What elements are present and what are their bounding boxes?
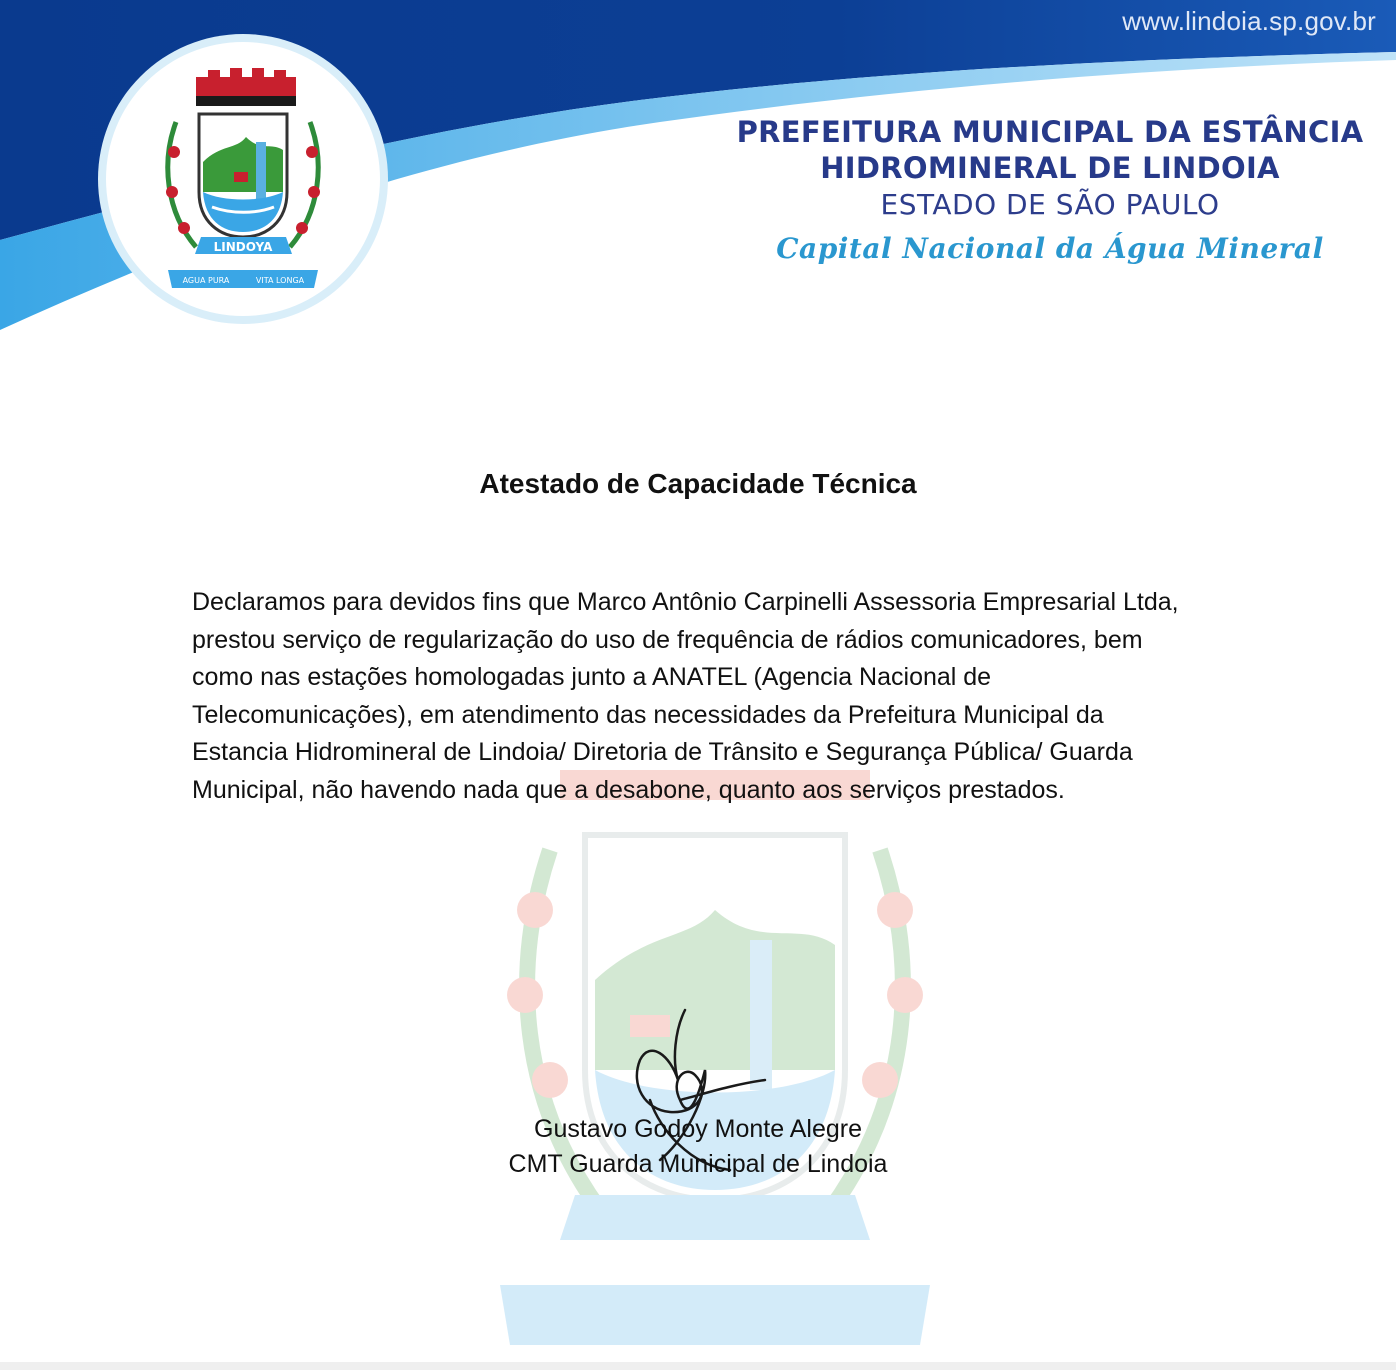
org-name-line2: HIDROMINERAL DE LINDOIA [820, 151, 1280, 185]
document-title: Atestado de Capacidade Técnica [479, 468, 917, 499]
signer-block [0, 1112, 1396, 1182]
page-bottom-edge [0, 1362, 1396, 1370]
city-crest-logo [96, 32, 390, 326]
crest-motto-left: AGUA PURA [182, 276, 230, 285]
website-url: www.lindoia.sp.gov.br [1122, 6, 1376, 36]
org-name-line1: PREFEITURA MUNICIPAL DA ESTÂNCIA [736, 115, 1364, 149]
crest-motto-right: VITA LONGA [255, 276, 305, 285]
signer-name: Gustavo Godoy Monte Alegre [534, 1115, 862, 1143]
org-state: ESTADO DE SÃO PAULO [880, 188, 1220, 221]
signer-role: CMT Guarda Municipal de Lindoia [508, 1150, 888, 1178]
crest-banner-text: LINDOYA [213, 240, 273, 254]
organization-heading [730, 114, 1370, 274]
org-tagline: Capital Nacional da Água Mineral [776, 232, 1324, 265]
document-body: Declaramos para devidos fins que Marco Antônio Carpinelli Assessoria Empresarial Ltda, prestou serviço de regularização do uso de frequência de rádios comunicadores, bem como nas estações homologadas junto a ANATEL (Agencia Nacional de Telecomunicações), em atendimento das necessidades da Prefeitura Municipal da Estancia Hidromineral de Lindoia/ Diretoria de Trânsito e Segurança Pública/ Guarda Municipal, não havendo nada que a desabone, quanto aos serviços prestados. [192, 588, 1179, 804]
